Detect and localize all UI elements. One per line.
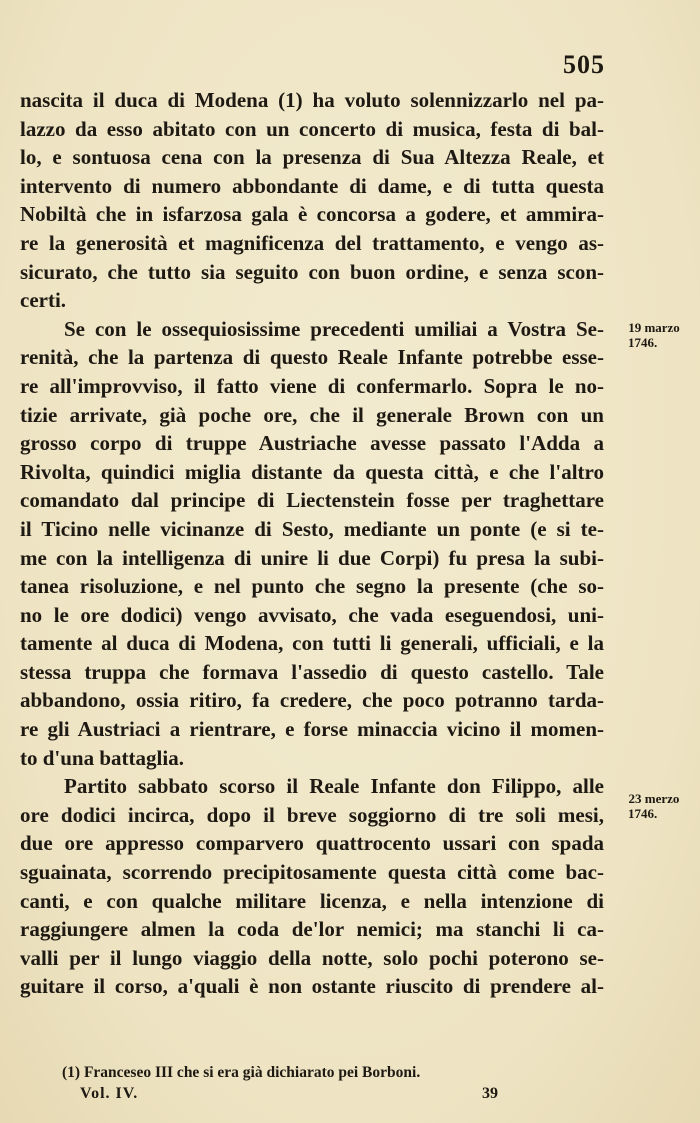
text-line: guitare il corso, a'quali è non ostante riuscito di prendere al- <box>20 974 604 999</box>
margin-note-year: 1746. <box>628 806 658 821</box>
text-line: lazzo da esso abitato con un concerto di musica, festa di bal- <box>20 116 604 141</box>
text-line: canti, e con qualche militare licenza, e nella intenzione di <box>20 888 604 913</box>
text-line: Se con le ossequiosissime precedenti umiliai a Vostra Se- <box>64 316 604 341</box>
text-line: renità, che la partenza di questo Reale Infante potrebbe esse- <box>20 345 604 370</box>
text-line: il Ticino nelle vicinanze di Sesto, mediante un ponte (e si te- <box>20 516 604 541</box>
body-text <box>20 86 604 1001</box>
text-line: to d'una battaglia. <box>20 745 184 770</box>
footnote: (1) Franceseo III che si era già dichiarato pei Borboni. <box>62 1064 421 1081</box>
text-line: re all'improvviso, il fatto viene di confermarlo. Sopra le no- <box>20 373 604 398</box>
text-line: intervento di numero abbondante di dame, e di tutta questa <box>20 173 604 198</box>
text-line: lo, e sontuosa cena con la presenza di Sua Altezza Reale, et <box>20 145 604 170</box>
text-line: raggiungere almen la coda de'lor nemici; ma stanchi li ca- <box>20 917 604 942</box>
text-line: Nobiltà che in isfarzosa gala è concorsa a godere, et ammira- <box>20 202 604 227</box>
text-line: stessa truppa che formava l'assedio di questo castello. Tale <box>20 659 604 684</box>
text-line: nascita il duca di Modena (1) ha voluto solennizzarlo nel pa- <box>20 88 604 112</box>
volume-signature: Vol. IV. <box>80 1085 139 1102</box>
margin-note-date <box>614 791 694 821</box>
text-line: Partito sabbato scorso il Reale Infante don Filippo, alle <box>64 774 604 799</box>
text-line: sguainata, scorrendo precipitosamente questa città come bac- <box>20 860 604 885</box>
text-line: comandato dal principe di Liectenstein fosse per traghettare <box>20 488 604 513</box>
text-line: grosso corpo di truppe Austriache avesse passato l'Adda a <box>20 431 604 456</box>
text-line: abbandono, ossia ritiro, fa credere, che poco potranno tarda- <box>20 688 604 713</box>
text-line: certi. <box>20 288 67 313</box>
text-line: ore dodici incirca, dopo il breve soggiorno di tre soli mesi, <box>20 802 604 827</box>
sheet-number: 39 <box>482 1085 498 1102</box>
margin-note-day: 23 merzo <box>628 791 680 806</box>
text-line: tamente al duca di Modena, con tutti li generali, ufficiali, e la <box>20 631 604 656</box>
text-line: sicurato, che tutto sia seguito con buon ordine, e senza scon- <box>20 259 604 284</box>
text-line: tizie arrivate, già poche ore, che il generale Brown con un <box>20 402 604 427</box>
text-line: tanea risoluzione, e nel punto che segno la presente (che so- <box>20 574 604 599</box>
margin-note-date <box>614 320 694 350</box>
margin-note-day: 19 marzo <box>628 320 680 335</box>
page-number: 505 <box>563 50 605 79</box>
text-line: valli per il lungo viaggio della notte, solo pochi poterono se- <box>20 945 604 970</box>
text-line: Rivolta, quindici miglia distante da questa città, e che l'altro <box>20 459 604 484</box>
text-line: re la generosità et magnificenza del trattamento, e vengo as- <box>20 230 604 255</box>
text-line: me con la intelligenza di unire li due Corpi) fu presa la subi- <box>20 545 604 570</box>
text-line: no le ore dodici) vengo avvisato, che vada eseguendosi, uni- <box>20 602 604 627</box>
text-line: re gli Austriaci a rientrare, e forse minaccia vicino il momen- <box>20 717 604 742</box>
margin-note-year: 1746. <box>628 335 658 350</box>
text-line: due ore appresso comparvero quattrocento ussari con spada <box>20 831 604 856</box>
